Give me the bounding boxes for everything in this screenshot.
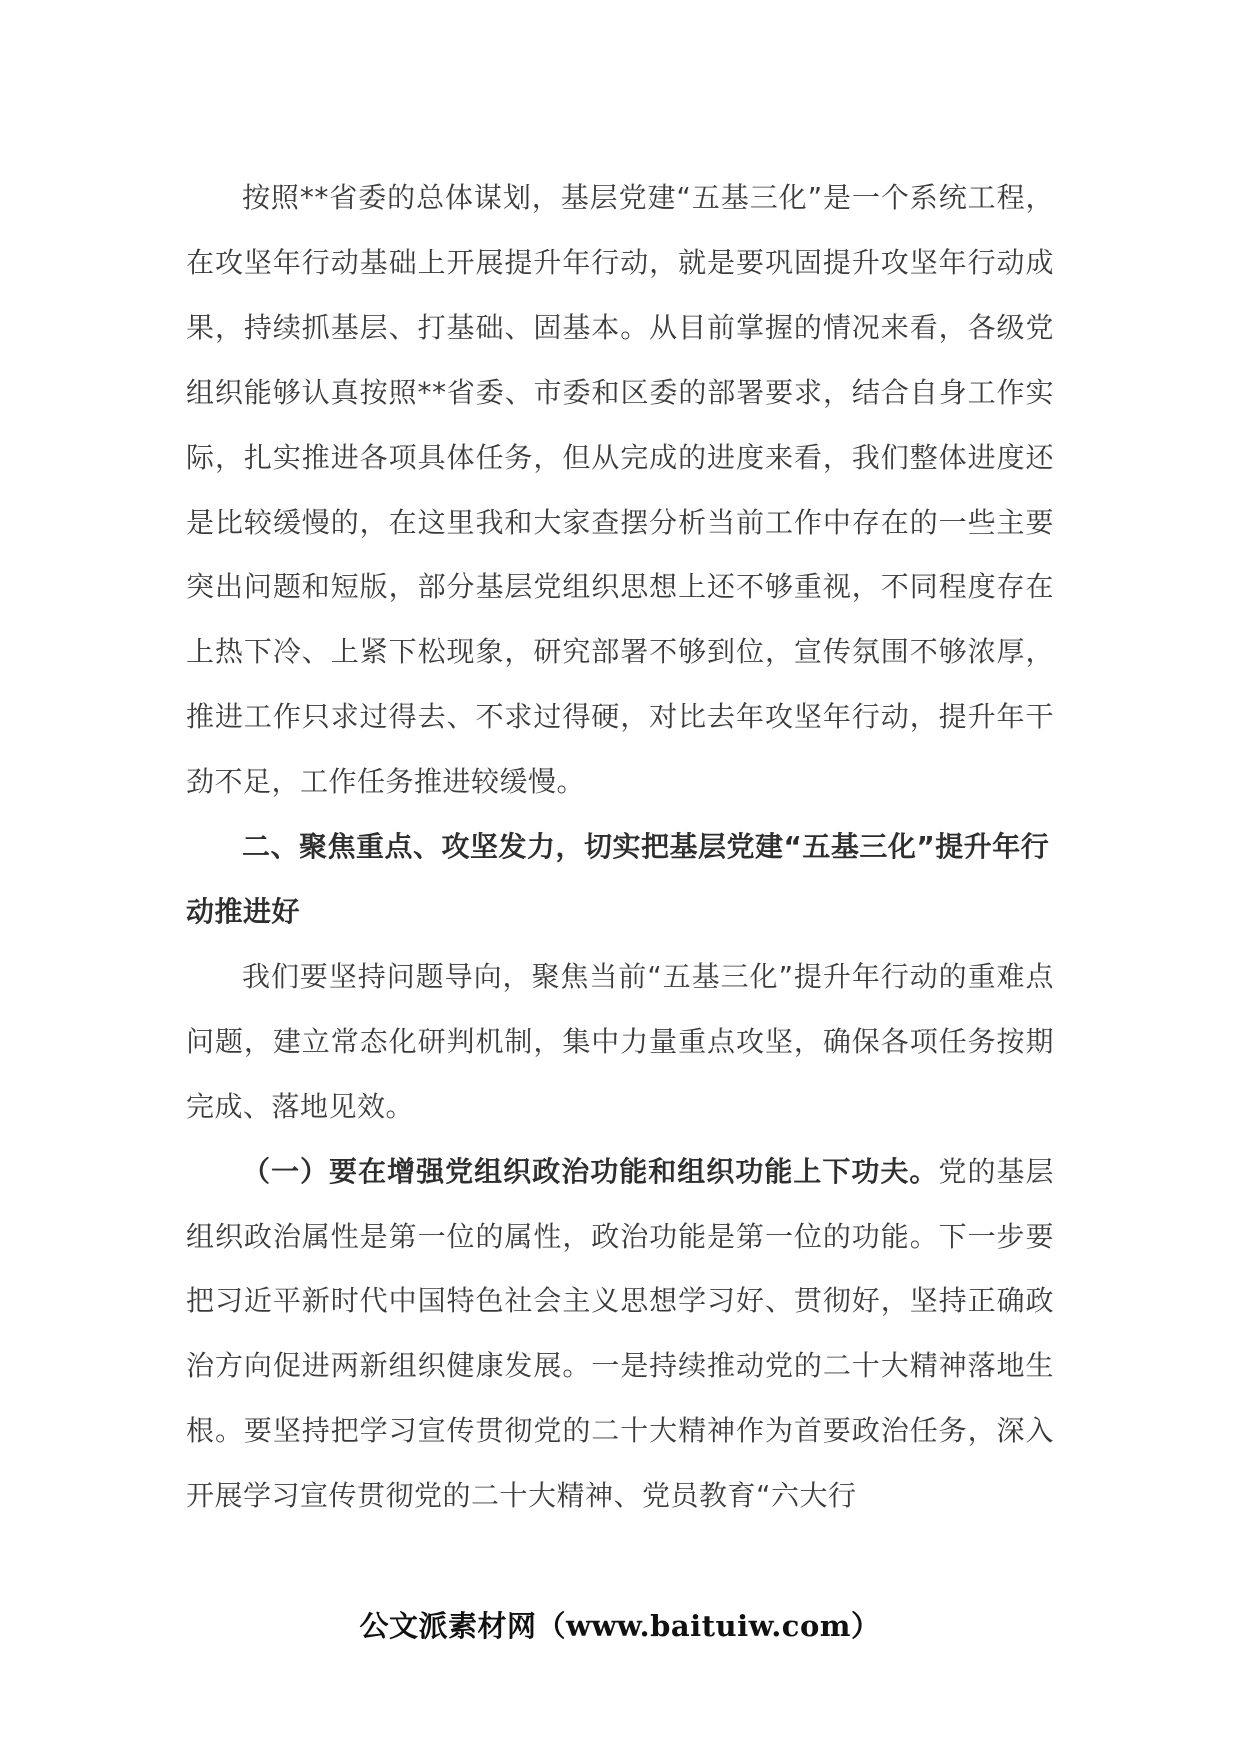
footer-watermark: 公文派素材网（www.baituiw.com）	[359, 1609, 881, 1643]
subsection-lead: （一）要在增强党组织政治功能和组织功能上下功夫。	[242, 1154, 939, 1188]
paragraph-2: 我们要坚持问题导向，聚焦当前“五基三化”提升年行动的重难点问题，建立常态化研判机制，集中力量重点攻坚，确保各项任务按期完成、落地见效。	[186, 959, 1054, 1123]
paragraph-3	[186, 1140, 1054, 1529]
section-heading-2: 二、聚焦重点、攻坚发力，切实把基层党建“五基三化”提升年行动推进好	[186, 830, 1050, 928]
paragraph-1: 按照**省委的总体谋划，基层党建“五基三化”是一个系统工程，在攻坚年行动基础上开展提升年行动，就是要巩固提升攻坚年行动成果，持续抓基层、打基础、固基本。从目前掌握的情况来看，各级党组织能够认真按照**省委、市委和区委的部署要求，结合自身工作实际，扎实推进各项具体任务，但从完成的进度来看，我们整体进度还是比较缓慢的，在这里我和大家查摆分析当前工作中存在的一些主要突出问题和短版，部分基层党组织思想上还不够重视，不同程度存在上热下冷、上紧下松现象，研究部署不够到位，宣传氛围不够浓厚，推进工作只求过得去、不求过得硬，对比去年攻坚年行动，提升年干劲不足，工作任务推进较缓慢。	[186, 181, 1054, 799]
document-body	[186, 166, 1054, 1529]
paragraph-3-text: 党的基层组织政治属性是第一位的属性，政治功能是第一位的功能。下一步要把习近平新时代中国特色社会主义思想学习好、贯彻好，坚持正确政治方向促进两新组织健康发展。一是持续推动党的二十大精神落地生根。要坚持把学习宣传贯彻党的二十大精神作为首要政治任务，深入开展学习宣传贯彻党的二十大精神、党员教育“六大行	[186, 1154, 1054, 1513]
